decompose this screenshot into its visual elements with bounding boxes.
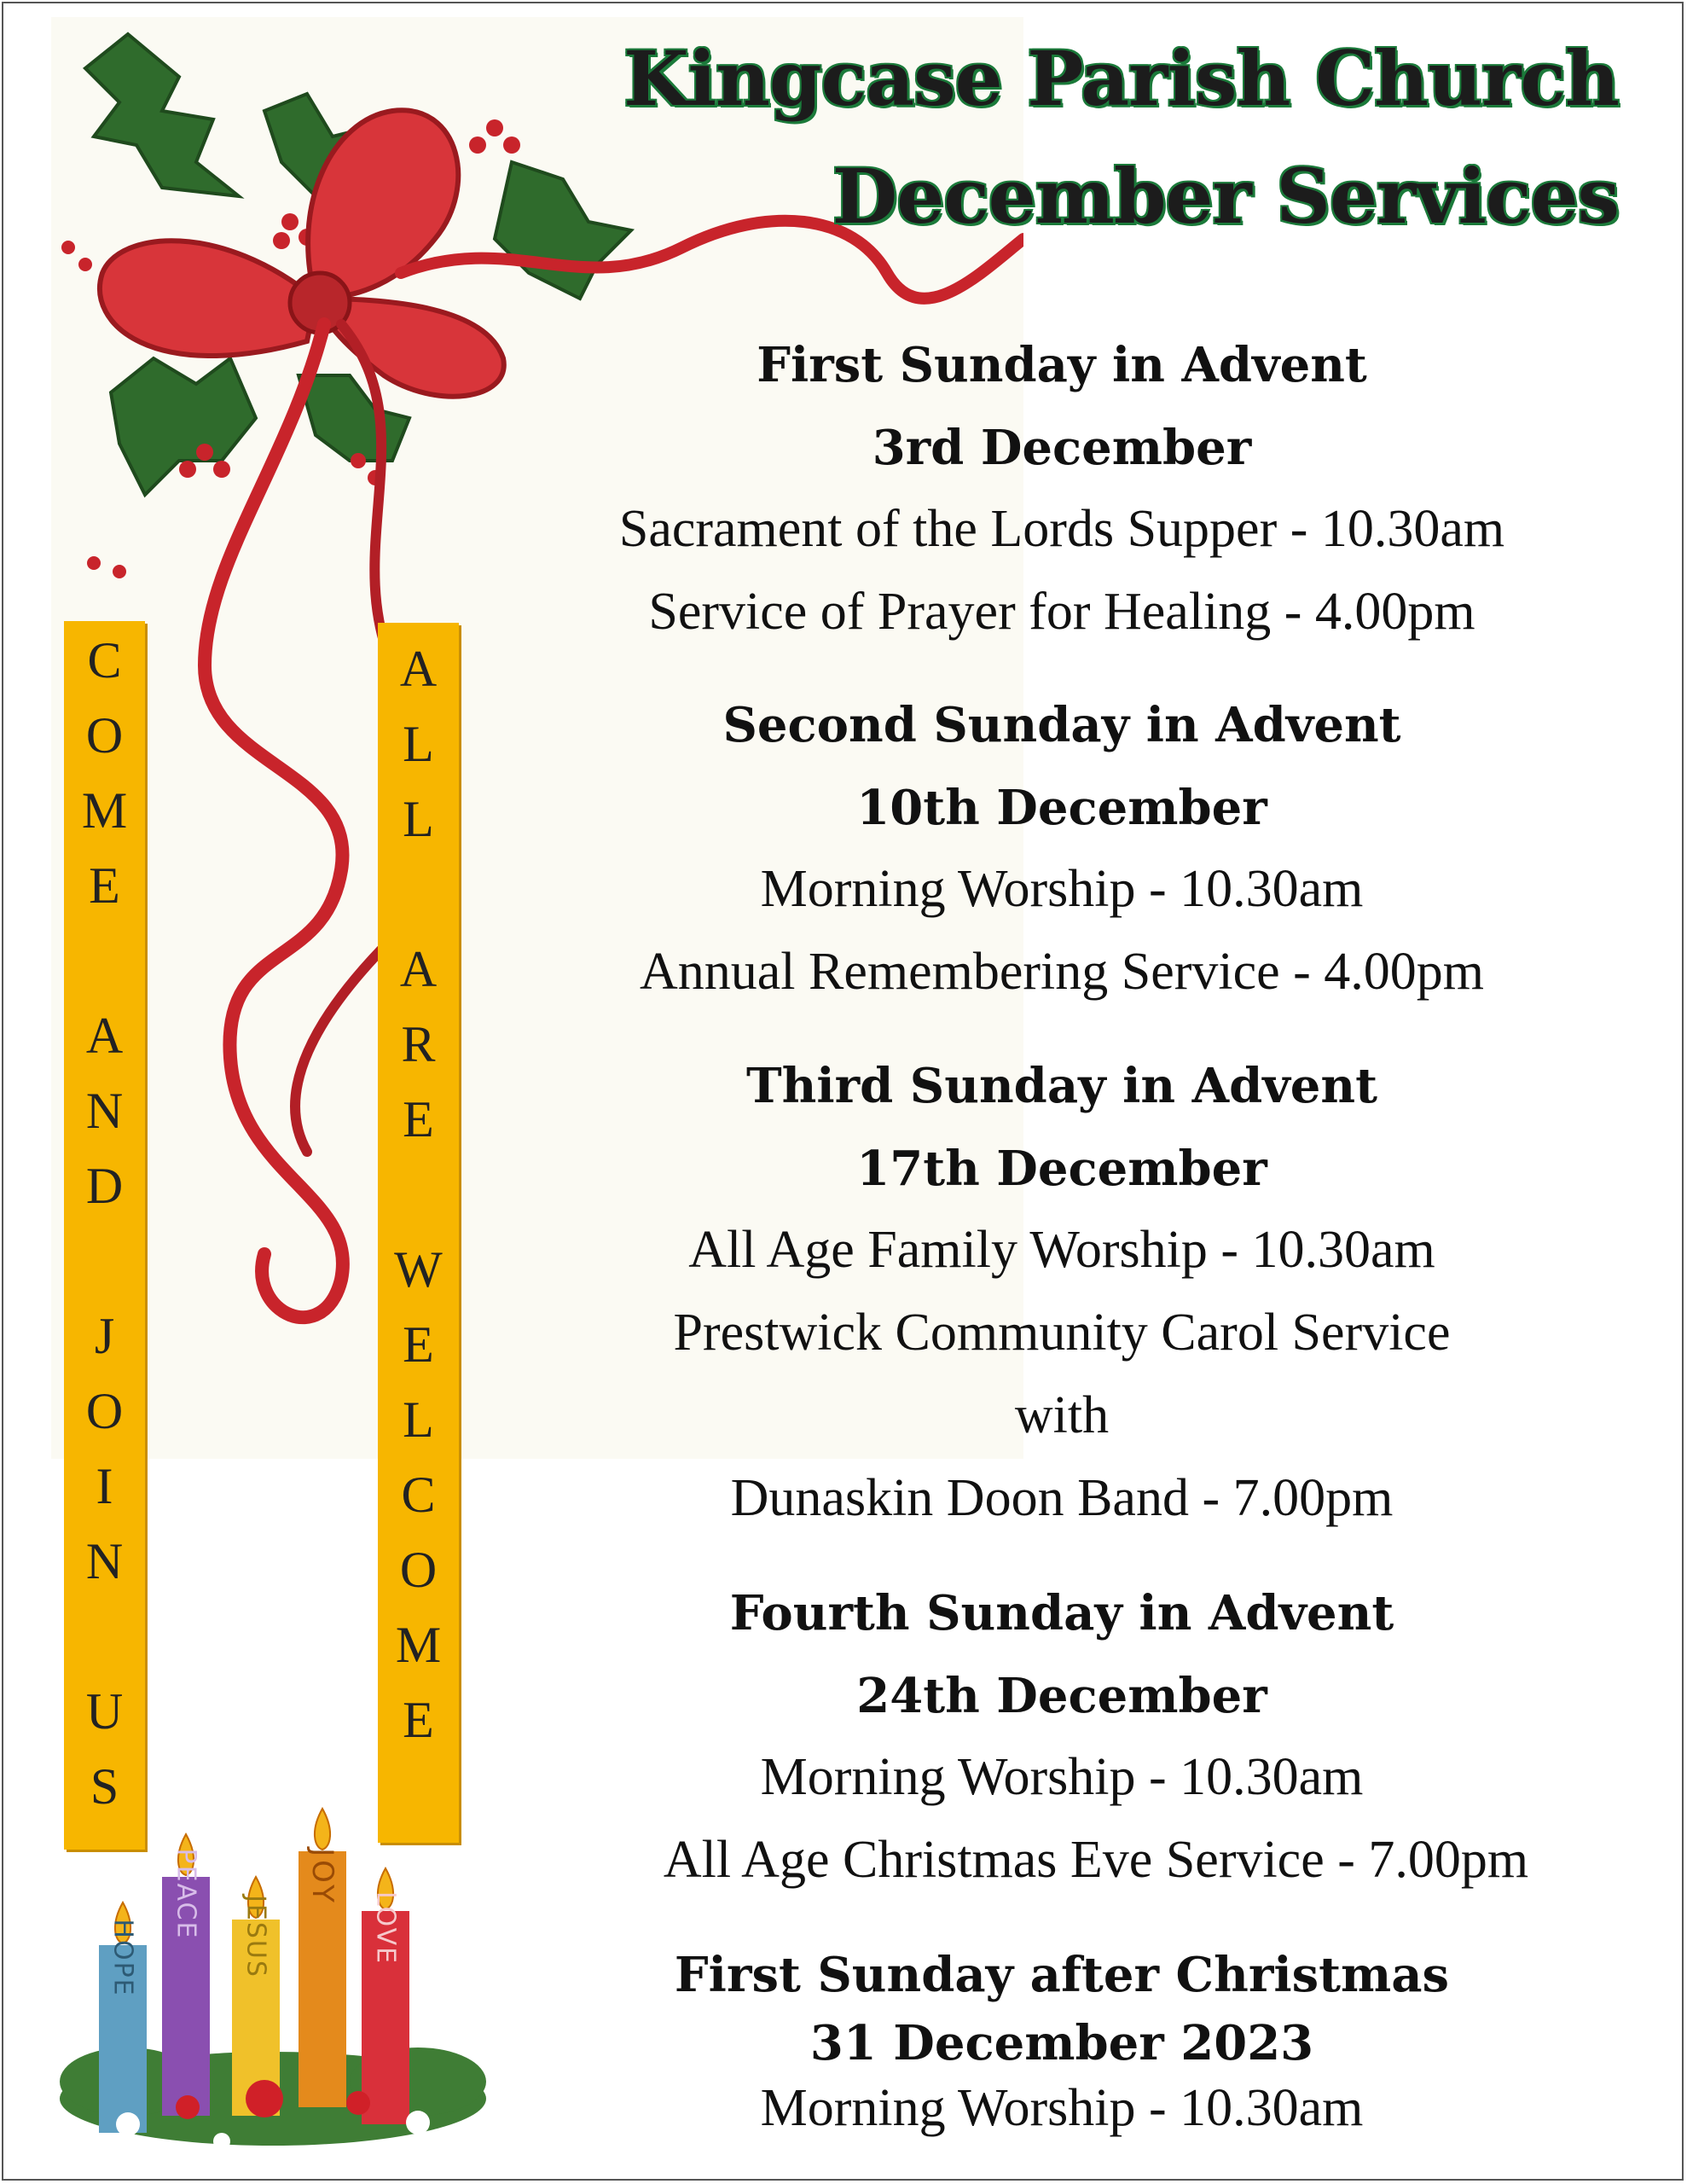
candle-label-hope: HOPE xyxy=(107,1919,138,1997)
banner-letter: L xyxy=(403,791,434,847)
service1-date: 3rd December xyxy=(872,420,1252,476)
title-line-2: December Services xyxy=(832,152,1619,241)
service2-item: Annual Remembering Service - 4.00pm xyxy=(639,943,1485,1001)
title-line-1: Kingcase Parish Church xyxy=(623,34,1619,123)
banner-letter: A xyxy=(399,641,438,697)
service3-item: Prestwick Community Carol Service xyxy=(673,1304,1451,1362)
advent-candles-illustration xyxy=(51,1800,495,2158)
candle-label-jesus: JESUS xyxy=(241,1895,271,1978)
banner-letter: A xyxy=(85,1008,124,1064)
service5-heading: First Sunday after Christmas xyxy=(674,1947,1450,2003)
banner-letter: E xyxy=(89,857,120,914)
service3-item: Dunaskin Doon Band - 7.00pm xyxy=(730,1469,1394,1527)
banner-letter: D xyxy=(85,1158,124,1214)
banner-letter: S xyxy=(90,1758,119,1815)
service2-item: Morning Worship - 10.30am xyxy=(760,860,1364,918)
service5-date: 31 December 2023 xyxy=(809,2015,1314,2071)
service3-item: with xyxy=(1014,1386,1110,1444)
banner-come-and-join-us xyxy=(64,621,145,1850)
banner-letter: N xyxy=(85,1083,124,1139)
banner-letter: I xyxy=(96,1458,113,1514)
candle-label-love: LOVE xyxy=(370,1891,401,1966)
banner-letter: N xyxy=(85,1533,124,1589)
banner-letter: E xyxy=(403,1692,434,1748)
banner-letter: O xyxy=(85,707,124,764)
candle-label-peace: PEACE xyxy=(171,1848,201,1940)
service5-item: Morning Worship - 10.30am xyxy=(760,2079,1364,2137)
banner-letter: J xyxy=(94,1308,115,1364)
banner-letter: U xyxy=(85,1683,124,1740)
service1-heading: First Sunday in Advent xyxy=(757,337,1367,393)
service4-heading: Fourth Sunday in Advent xyxy=(729,1585,1394,1641)
service1-item: Service of Prayer for Healing - 4.00pm xyxy=(648,583,1475,641)
banner-letter: C xyxy=(401,1467,436,1523)
service3-date: 17th December xyxy=(856,1141,1267,1197)
banner-letter: O xyxy=(399,1542,438,1598)
banner-letter: E xyxy=(403,1091,434,1147)
service4-item: Morning Worship - 10.30am xyxy=(760,1748,1364,1806)
banner-letter: L xyxy=(403,716,434,772)
service2-heading: Second Sunday in Advent xyxy=(722,697,1401,753)
service4-item: All Age Christmas Eve Service - 7.00pm xyxy=(663,1831,1529,1889)
service4-date: 24th December xyxy=(856,1668,1267,1724)
banner-letter: M xyxy=(395,1617,442,1673)
service3-heading: Third Sunday in Advent xyxy=(745,1058,1377,1114)
banner-letter: O xyxy=(85,1383,124,1439)
service1-item: Sacrament of the Lords Supper - 10.30am xyxy=(618,500,1505,558)
service3-item: All Age Family Worship - 10.30am xyxy=(688,1221,1435,1279)
service2-date: 10th December xyxy=(856,780,1267,836)
banner-letter: R xyxy=(401,1016,436,1072)
banner-letter: W xyxy=(394,1241,443,1298)
banner-letter: M xyxy=(81,782,128,839)
banner-letter: L xyxy=(403,1391,434,1448)
candle-label-joy: JOY xyxy=(305,1848,339,1906)
banner-letter: C xyxy=(87,632,122,688)
banner-letter: E xyxy=(403,1316,434,1373)
banner-letter: A xyxy=(399,941,438,997)
